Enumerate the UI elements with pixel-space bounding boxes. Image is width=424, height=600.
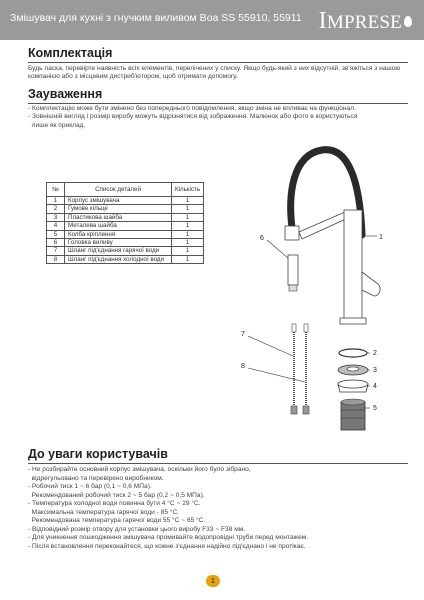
row-number: 2 — [47, 205, 65, 213]
row-number: 4 — [47, 222, 65, 230]
rubber-ring — [339, 349, 367, 357]
spout-head-connector — [289, 285, 297, 291]
callout-3: 3 — [373, 367, 377, 374]
table-row — [47, 197, 204, 205]
table-row — [47, 239, 204, 247]
list-item: - Відповідний розмір отвору для установки цього виробу F33 ~ F38 мм. — [28, 525, 246, 533]
row-number: 1 — [47, 197, 65, 205]
note-line: лише як приклад. — [28, 121, 86, 129]
table-row — [47, 213, 204, 221]
document-title: Змішувач для кухні з гнучким виливом Boa SS 55910, 55911 — [10, 12, 302, 24]
column-header: № — [47, 183, 65, 197]
column-header: Кількість — [172, 183, 204, 197]
section-divider — [28, 463, 408, 464]
row-number: 3 — [47, 213, 65, 221]
hose-bottom-fitting — [303, 406, 309, 414]
part-quantity: 1 — [172, 239, 204, 247]
table-row — [47, 255, 204, 263]
table-row — [47, 230, 204, 238]
list-item: - Після встановлення переконайтеся, що кожне з'єднання надійно під'єднано і не протікає. — [28, 542, 306, 550]
table-row — [47, 247, 204, 255]
table-header-row — [47, 183, 204, 197]
komplektatsiya-text — [28, 65, 413, 82]
part-quantity: 1 — [172, 197, 204, 205]
list-item: - Температура холодної води повинна бути 4 °С ~ 29 °С. — [28, 500, 201, 507]
row-number: 8 — [47, 255, 65, 263]
callout-5: 5 — [373, 405, 377, 412]
hose-top-fitting — [292, 324, 296, 332]
part-quantity: 1 — [172, 222, 204, 230]
water-drop-icon — [404, 16, 412, 27]
callout-2: 2 — [373, 350, 377, 357]
note-line: - Зовнішній вигляд і розмір виробу можуть відрізнятися від зображення. Малюнок або фото в користуються — [28, 113, 358, 121]
leader-line — [248, 368, 305, 382]
list-item: Рекомендована температура гарячої води 55 °С ~ 65 °С. — [28, 517, 206, 524]
list-item: відрегульовано та перевірено виробником. — [28, 474, 164, 482]
row-number: 5 — [47, 230, 65, 238]
part-name: Гумове кільце — [65, 205, 172, 213]
komplektatsiya-paragraph: Будь ласка, перевірте наявність всіх елементів, перелічених у списку. Якщо будь-який з них відсутній, зв'яжіться з нашою компанією або з місцевим дистриб'ютором, щоб отримати допомогу. — [28, 65, 401, 81]
spout-head — [288, 255, 298, 285]
row-number: 6 — [47, 239, 65, 247]
part-quantity: 1 — [172, 247, 204, 255]
list-item: Рекомендований робочий тиск 2 ~ 5 бар (0,2 ~ 0,5 МПа). — [28, 491, 205, 499]
page-number-badge: 1 — [206, 575, 220, 587]
list-item: Максимальна температура гарячої води - 85 °С. — [28, 508, 180, 516]
part-quantity: 1 — [172, 255, 204, 263]
faucet-handle — [362, 272, 380, 296]
callout-1: 1 — [379, 234, 383, 241]
part-name: Колба кріплення — [65, 230, 172, 238]
page-header — [0, 0, 424, 40]
holder-arm — [299, 212, 348, 239]
flask-top — [341, 399, 365, 405]
list-item: - Робочий тиск 1 ~ 6 бар (0,1 ~ 0,6 МПа). — [28, 483, 152, 490]
hose-top-fitting — [304, 324, 308, 332]
part-name: Головка виливу — [65, 239, 172, 247]
section-title-zauvazhennya: Зауваження — [28, 87, 103, 101]
metal-washer-top — [338, 380, 368, 388]
mounting-flask — [341, 402, 365, 430]
spout-head-docked — [285, 226, 299, 240]
callout-7: 7 — [241, 331, 245, 338]
section-title-do-uvagy: До уваги користувачів — [28, 447, 168, 461]
table-row — [47, 205, 204, 213]
callout-8: 8 — [241, 363, 245, 370]
zauvazhennya-notes — [28, 105, 413, 130]
section-title-komplektatsiya: Комплектація — [28, 46, 113, 60]
washer-hole — [347, 367, 359, 371]
column-header: Список деталей — [65, 183, 172, 197]
note-line: - Комплектацію може бути змінено без попереднього повідомлення, якщо зміна не впливає на функціонал. — [28, 105, 356, 112]
user-notes-list — [28, 466, 413, 551]
part-quantity: 1 — [172, 230, 204, 238]
leader-line — [267, 240, 288, 258]
hose-bottom-fitting — [291, 406, 297, 414]
list-item: - Не розбирайте основний корпус змішувача, оскільки його було зібрано, — [28, 466, 251, 473]
callout-6: 6 — [260, 235, 264, 242]
part-name: Металева шайба — [65, 222, 172, 230]
callout-4: 4 — [373, 383, 377, 390]
faucet-base — [340, 318, 366, 324]
brand-logo: IMPRESE — [319, 8, 412, 35]
part-quantity: 1 — [172, 213, 204, 221]
section-divider — [28, 62, 408, 63]
list-item: - Для уникнення пошкодження змішувача промивайте водопровідні труби перед монтажем. — [28, 534, 309, 541]
row-number: 7 — [47, 247, 65, 255]
part-name: Корпус змішувача — [65, 197, 172, 205]
section-divider — [28, 103, 408, 104]
leader-line — [248, 336, 293, 356]
hoses-diagram — [236, 320, 326, 420]
part-name: Пластикова шайба — [65, 213, 172, 221]
faucet-body — [344, 210, 362, 322]
part-name: Шланг під'єднання гарячої води — [65, 247, 172, 255]
table-row — [47, 222, 204, 230]
part-quantity: 1 — [172, 205, 204, 213]
parts-table — [46, 182, 204, 264]
part-name: Шланг під'єднання холодної води — [65, 255, 172, 263]
